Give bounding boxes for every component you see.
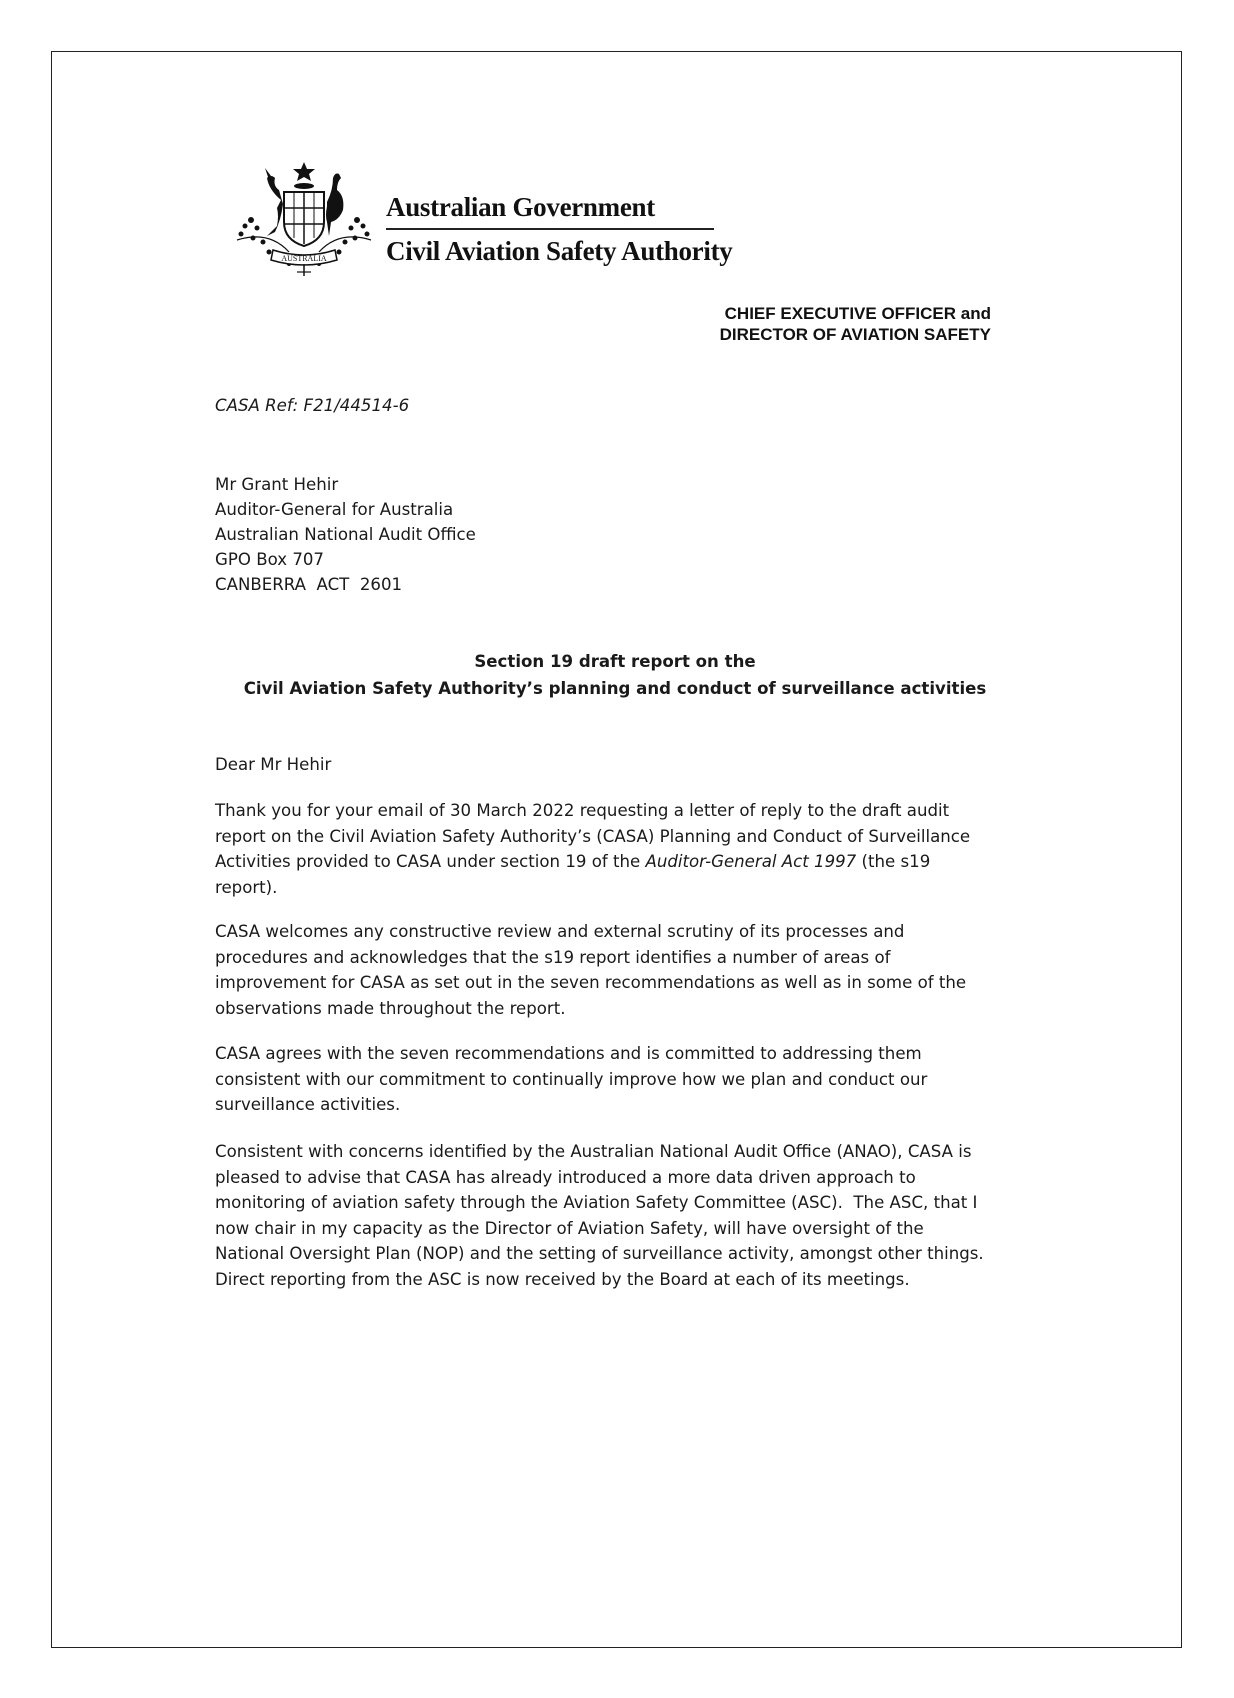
casa-reference: CASA Ref: F21/44514-6	[215, 396, 410, 415]
p1-text-after: (the s19 report).	[215, 852, 931, 897]
office-title	[720, 303, 991, 345]
recipient-box: GPO Box 707	[215, 550, 324, 569]
recipient-city: CANBERRA ACT 2601	[215, 575, 403, 594]
recipient-title: Auditor-General for Australia	[215, 500, 454, 519]
letter-subject	[215, 648, 1015, 702]
subject-line1: Section 19 draft report on the	[474, 652, 756, 671]
recipient-address	[215, 472, 476, 597]
agency-header	[386, 192, 732, 266]
recipient-org: Australian National Audit Office	[215, 525, 476, 544]
act-title: Auditor-General Act 1997	[645, 852, 857, 871]
svg-text:AUSTRALIA: AUSTRALIA	[281, 254, 327, 263]
recipient-name: Mr Grant Hehir	[215, 475, 339, 494]
body-paragraph-4: Consistent with concerns identified by the Australian National Audit Office (ANAO), CASA is pleased to advise that CASA has already introduced a more data driven approach to monitoring of aviation safety through the Aviation Safety Committee (ASC). The ASC, that I now chair in my capacity as the Director of Aviation Safety, will have oversight of the National Oversight Plan (NOP) and the setting of surveillance activity, amongst other things. Direct reporting from the ASC is now received by the Board at each of its meetings.	[215, 1142, 995, 1289]
office-title-line1: CHIEF EXECUTIVE OFFICER and	[724, 304, 991, 323]
salutation: Dear Mr Hehir	[215, 755, 332, 774]
p1-text-before: Thank you for your email of 30 March 2022 requesting a letter of reply to the draft audit report on the Civil Aviation Safety Authority’s (CASA) Planning and Conduct of Surveillance Activities provided to CASA under section 19 of the	[215, 801, 971, 871]
office-title-line2: DIRECTOR OF AVIATION SAFETY	[719, 325, 991, 344]
coat-of-arms-icon	[229, 160, 379, 278]
body-paragraph-3: CASA agrees with the seven recommendations and is committed to addressing them consistent with our commitment to continually improve how we plan and conduct our surveillance activities.	[215, 1044, 928, 1114]
body-paragraph-1	[215, 798, 995, 900]
body-paragraph-2: CASA welcomes any constructive review and external scrutiny of its processes and procedures and acknowledges that the s19 report identifies a number of areas of improvement for CASA as set out in the seven recommendations as well as in some of the observations made throughout the report.	[215, 922, 967, 1018]
government-name: Australian Government	[386, 192, 655, 222]
header-rule	[386, 228, 714, 230]
agency-name: Civil Aviation Safety Authority	[386, 235, 733, 266]
subject-line2: Civil Aviation Safety Authority’s planning and conduct of surveillance activities	[243, 679, 987, 698]
